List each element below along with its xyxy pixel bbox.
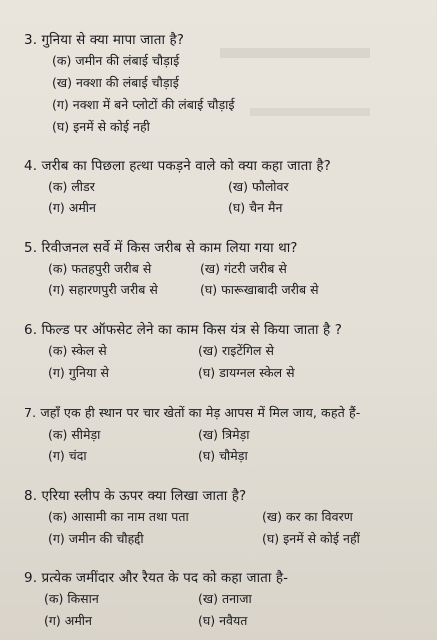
option-ga: (ग) जमीन की चौहद्दी — [48, 531, 144, 546]
option-gha: (घ) चैन मैन — [228, 200, 283, 215]
option-gha: (घ) इनमें से कोई नही — [52, 119, 150, 134]
option-gha: (घ) फारूखाबादी जरीब से — [200, 282, 319, 297]
option-ka: (क) लीडर — [48, 179, 95, 194]
option-ga: (ग) चंदा — [48, 448, 87, 463]
question-stem: 6. फिल्ड पर ऑफसेट लेने का काम किस यंत्र से किया जाता है ? — [24, 322, 342, 338]
option-gha: (घ) इनमें से कोई नहीं — [262, 531, 360, 546]
option-kha: (ख) गंटरी जरीब से — [200, 261, 287, 276]
option-kha: (ख) नक्शा की लंबाई चौड़ाई — [52, 75, 179, 90]
question-stem: 3. गुनिया से क्या मापा जाता है? — [24, 32, 184, 48]
question-stem: 5. रिवीजनल सर्वे में किस जरीब से काम लिया गया था? — [24, 240, 298, 256]
option-ga: (ग) सहारणपुरी जरीब से — [48, 282, 158, 297]
bleed-through-mark — [250, 108, 370, 116]
bleed-through-mark — [220, 48, 370, 58]
option-ka: (क) सीमेड़ा — [48, 427, 101, 442]
option-ka: (क) फतहपुरी जरीब से — [48, 261, 152, 276]
option-ka: (क) किसान — [44, 591, 99, 606]
option-ka: (क) स्केल से — [48, 343, 107, 358]
option-kha: (ख) राइटेंगिल से — [198, 343, 274, 358]
question-stem: 7. जहाँ एक ही स्थान पर चार खेतों का मेड़ आपस में मिल जाय, कहते हैं- — [24, 405, 361, 420]
option-kha: (ख) तनाजा — [198, 591, 252, 606]
question-stem: 8. एरिया स्लीप के ऊपर क्या लिखा जाता है? — [24, 488, 247, 504]
option-ga: (ग) नक्शा में बने प्लोटों की लंबाई चौड़ाई — [52, 97, 235, 112]
option-gha: (घ) नवैयत — [198, 613, 248, 628]
option-kha: (ख) त्रिमेड़ा — [198, 427, 250, 442]
option-kha: (ख) कर का विवरण — [262, 509, 353, 524]
option-ka: (क) आसामी का नाम तथा पता — [48, 509, 189, 524]
option-ka: (क) जमीन की लंबाई चौड़ाई — [52, 53, 180, 68]
question-stem: 9. प्रत्येक जमींदार और रैयत के पद को कहा जाता है- — [24, 570, 289, 586]
option-gha: (घ) डायग्नल स्केल से — [198, 365, 295, 380]
option-ga: (ग) अमीन — [48, 200, 96, 215]
option-ga: (ग) अमीन — [44, 613, 92, 628]
option-gha: (घ) चौमेड़ा — [198, 448, 248, 463]
option-kha: (ख) फौलोवर — [228, 179, 289, 194]
option-ga: (ग) गुनिया से — [48, 365, 109, 380]
question-stem: 4. जरीब का पिछला हत्था पकड़ने वाले को क्या कहा जाता है? — [24, 158, 331, 174]
